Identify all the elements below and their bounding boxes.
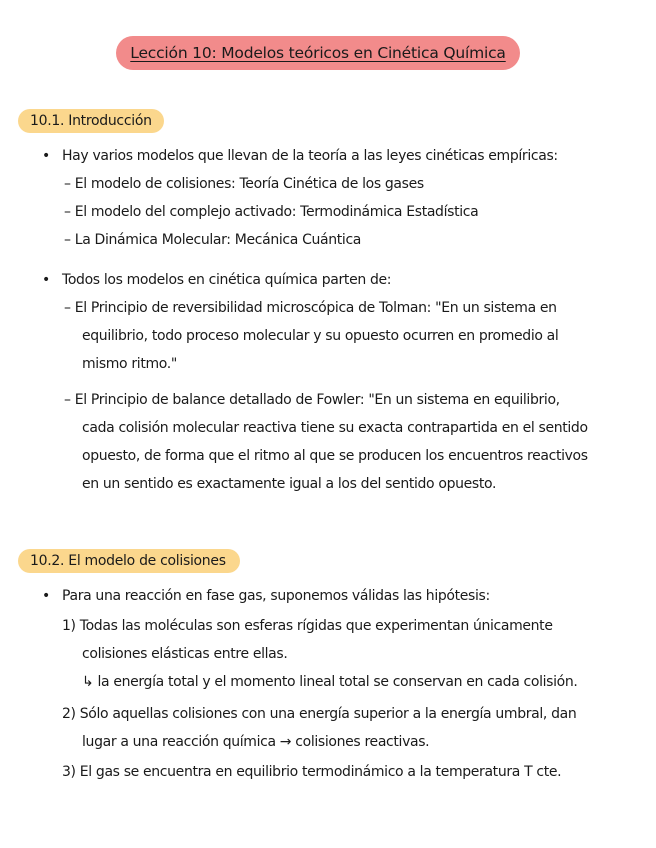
hypothesis-2-line: lugar a una reacción química → colisiones reactivas. xyxy=(82,734,430,750)
bullet-text: Para una reacción en fase gas, suponemos válidas las hipótesis: xyxy=(62,588,490,604)
bullet-dot: • xyxy=(42,272,51,288)
bullet-dot: • xyxy=(42,148,51,164)
section-heading-modelo-colisiones: 10.2. El modelo de colisiones xyxy=(18,549,240,573)
principle-fowler-line: – El Principio de balance detallado de Fowler: "En un sistema en equilibrio, xyxy=(64,392,560,408)
page-title: Lección 10: Modelos teóricos en Cinética Química xyxy=(130,44,506,62)
title-banner xyxy=(116,36,520,70)
principle-tolman-line: mismo ritmo." xyxy=(82,356,177,372)
bullet-text: Todos los modelos en cinética química parten de: xyxy=(62,272,392,288)
bullet-text: Hay varios modelos que llevan de la teoría a las leyes cinéticas empíricas: xyxy=(62,148,558,164)
list-item: – La Dinámica Molecular: Mecánica Cuántica xyxy=(64,232,362,248)
list-item: – El modelo de colisiones: Teoría Cinética de los gases xyxy=(64,176,424,192)
list-item: – El modelo del complejo activado: Termodinámica Estadística xyxy=(64,204,479,220)
hypothesis-1-note: ↳ la energía total y el momento lineal total se conservan en cada colisión. xyxy=(82,674,578,690)
principle-fowler-line: en un sentido es exactamente igual a los del sentido opuesto. xyxy=(82,476,497,492)
hypothesis-1-line: colisiones elásticas entre ellas. xyxy=(82,646,288,662)
principle-tolman-line: – El Principio de reversibilidad microscópica de Tolman: "En un sistema en xyxy=(64,300,557,316)
hypothesis-1-line: 1) Todas las moléculas son esferas rígidas que experimentan únicamente xyxy=(62,618,553,634)
bullet-dot: • xyxy=(42,588,51,604)
principle-fowler-line: cada colisión molecular reactiva tiene su exacta contrapartida en el sentido xyxy=(82,420,588,436)
principle-fowler-line: opuesto, de forma que el ritmo al que se producen los encuentros reactivos xyxy=(82,448,588,464)
principle-tolman-line: equilibrio, todo proceso molecular y su opuesto ocurren en promedio al xyxy=(82,328,559,344)
hypothesis-2-line: 2) Sólo aquellas colisiones con una energía superior a la energía umbral, dan xyxy=(62,706,577,722)
section-heading-introduccion: 10.1. Introducción xyxy=(18,109,164,133)
hypothesis-3-line: 3) El gas se encuentra en equilibrio termodinámico a la temperatura T cte. xyxy=(62,764,562,780)
